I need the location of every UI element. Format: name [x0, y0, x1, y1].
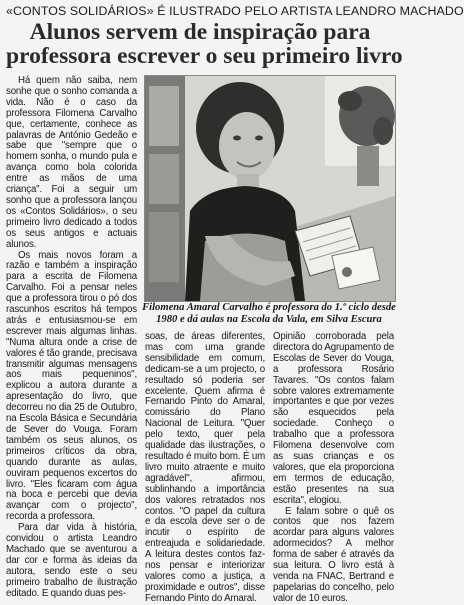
photo-caption: Filomena Amaral Carvalho é professora do 1.º ciclo desde 1980 e dá aulas na Escola da Vala, em Silva Escura — [142, 302, 396, 325]
article-column-2 — [145, 332, 265, 605]
photo-teacher-with-book — [145, 76, 395, 301]
article-column-3 — [273, 332, 394, 605]
paragraph: Opinião corroborada pela directora do Agrupamento de Escolas de Sever do Vouga, a professora Rosário Tavares. "Os contos falam sobre valores extremamente importantes e que por vezes são esquecidos pela sociedade. Conheço o trabalho que a professora Filomena desenvolve com as suas crianças e os valores, que ela proporciona em termos de educação, estão presentes na sua escrita", elogiou. — [273, 331, 394, 506]
paragraph: Para dar vida à história, convidou o artista Leandro Machado que se aventurou a dar cor e forma às ideias da autora, sendo este o seu primeiro trabalho de ilustração editado. E quando duas pes- — [6, 522, 137, 599]
paragraph: E falam sobre o quê os contos que nos fazem acordar para alguns valores adormecidos? A melhor forma de saber é através da sua leitura. O livro está à venda na FNAC, Bertrand e papelarias do concelho, pelo valor de 10 euros. — [273, 505, 394, 604]
article-photo — [144, 75, 396, 302]
paragraph: Os mais novos foram a razão e também a inspiração para a escrita de Filomena Carvalho. Foi a pensar neles que a professora tirou o pó dos rascunhos escritos há tempos atrás e entusiasmou-se em escrever mais algumas linhas. "Numa altura onde a crise de valores é tão grande, precisava transmitir algumas mensagens aos mais pequeninos", explicou a autora durante a apresentação do livro, que decorreu no dia 25 de Outubro, na Escola Básica e Secundária de Sever do Vouga. Foram também os seus alunos, os primeiros críticos da obra, quando durante as aulas, ouviram pequenos excertos do livro. "Eles ficaram com água na boca e percebi que devia avançar com o projecto", recorda a professora. — [6, 249, 137, 523]
headline-line-1: Alunos servem de inspiração para — [29, 19, 371, 45]
article-kicker: «CONTOS SOLIDÁRIOS» É ILUSTRADO PELO ARTISTA LEANDRO MACHADO — [6, 4, 464, 18]
paragraph: Há quem não saiba, nem sonhe que o sonho comanda a vida. Não é o caso da professora Filomena Carvalho que, certamente, conhece as palavras de António Gedeão e sabe que "sempre que o homem sonha, o mundo pula e avança como bola colorida entre as mãos de uma criança". Foi a seguir um sonho que a professora lançou os «Contos Solidários», o seu primeiro livro dedicado a todos os seus antigos e actuais alunos. — [6, 75, 137, 250]
article-column-1 — [6, 76, 137, 600]
article-headline — [6, 19, 403, 69]
paragraph: soas, de áreas diferentes, mas com uma grande sensibilidade em comum, dedicam-se a um projecto, o resultado só poderia ser excelente. Quem afirma é Fernando Pinto do Amaral, comissário do Plano Nacional de Leitura. "Quer pelo texto, quer pela qualidade das ilustrações, o resultado é muito bom. É um livro muito atraente e muito agradável", afirmou, sublinhando a importância dos valores retratados nos contos. "O papel da cultura e da escola deve ser o de incutir o espírito de entreajuda e solidariedade. A leitura destes contos faz-nos pensar e interiorizar valores como a justiça, a proximidade e outros", disse Fernando Pinto do Amaral. — [145, 331, 265, 604]
headline-line-2: professora escrever o seu primeiro livro — [6, 43, 403, 69]
